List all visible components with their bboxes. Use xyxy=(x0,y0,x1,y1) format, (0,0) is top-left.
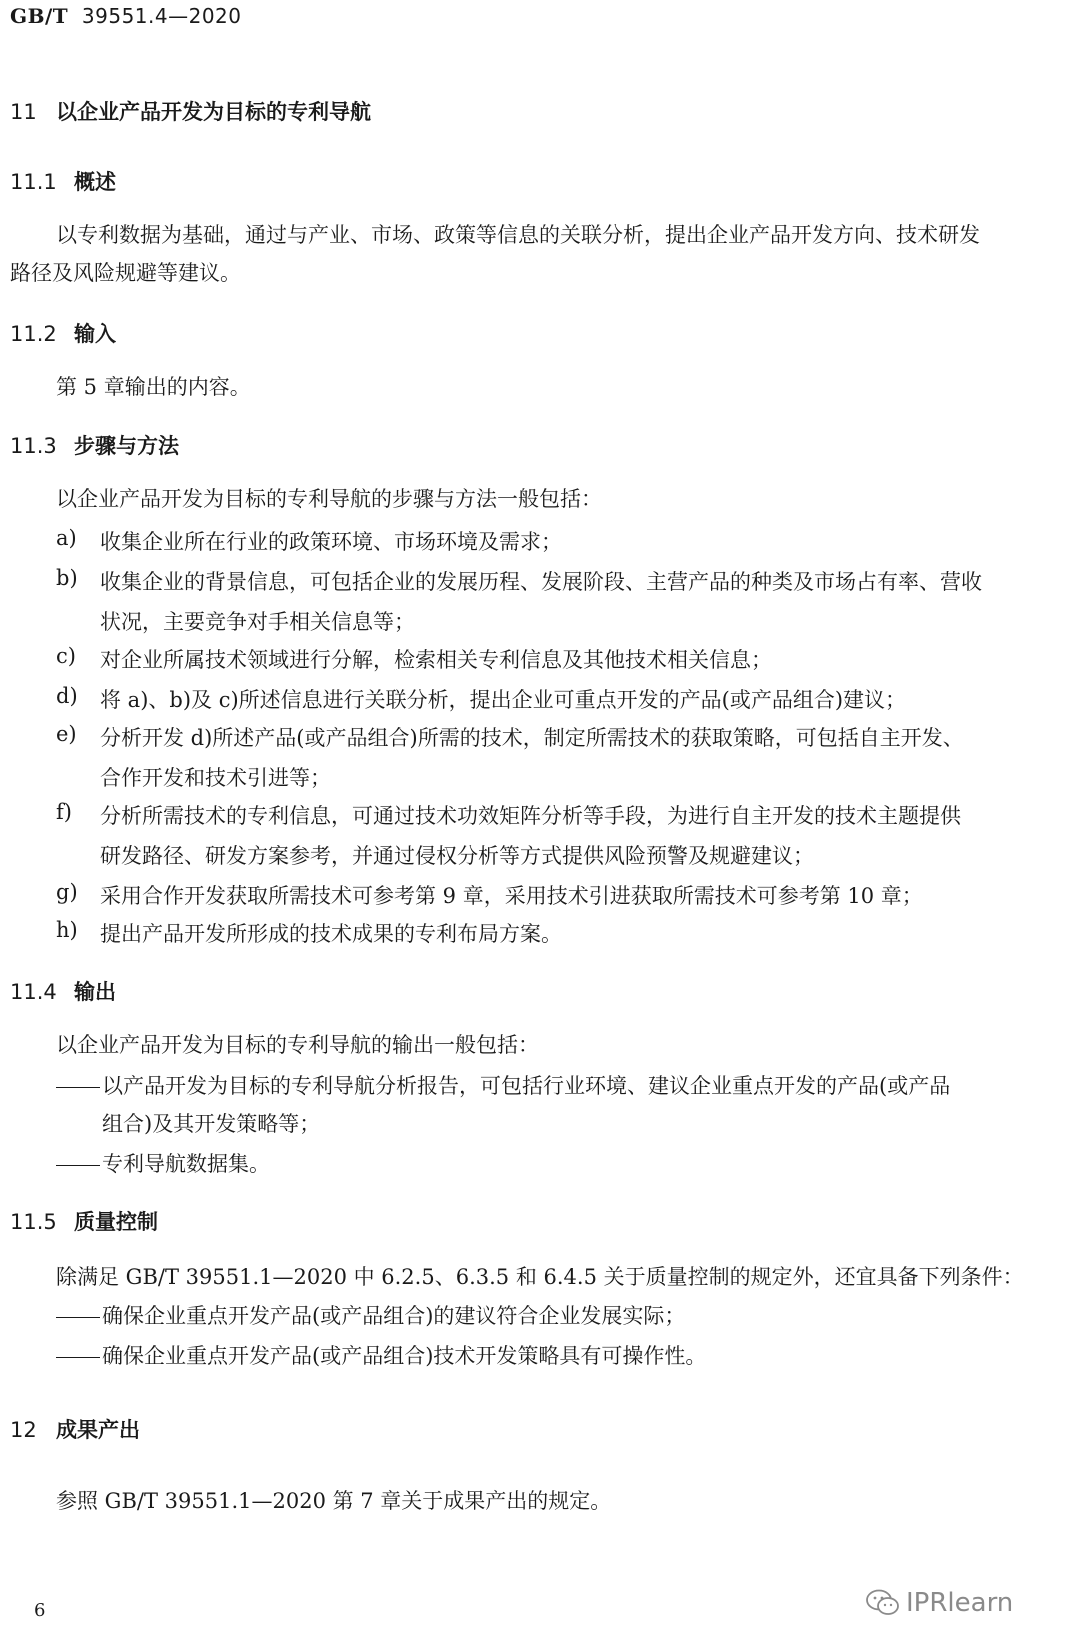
section-11-heading: 11 以企业产品开发为目标的专利导航 xyxy=(10,100,371,124)
paragraph: 以企业产品开发为目标的专利导航的输出一般包括： xyxy=(56,1033,539,1057)
wechat-icon xyxy=(866,1589,900,1617)
watermark: IPRlearn xyxy=(866,1588,1013,1618)
paragraph: 参照 GB/T 39551.1—2020 第 7 章关于成果产出的规定。 xyxy=(56,1489,612,1513)
section-11-5-heading: 11.5 质量控制 xyxy=(10,1210,158,1234)
paragraph: 以专利数据为基础，通过与产业、市场、政策等信息的关联分析，提出企业产品开发方向、技术研发 xyxy=(56,223,980,247)
section-11-2-heading: 11.2 输入 xyxy=(10,322,116,346)
section-11-3-heading: 11.3 步骤与方法 xyxy=(10,434,179,458)
dash-item: 以产品开发为目标的专利导航分析报告，可包括行业环境、建议企业重点开发的产品(或产品 xyxy=(56,1070,950,1100)
paragraph: 除满足 GB/T 39551.1—2020 中 6.2.5、6.3.5 和 6.4.5 关于质量控制的规定外，还宜具备下列条件： xyxy=(56,1265,1024,1289)
dash-item: 确保企业重点开发产品(或产品组合)的建议符合企业发展实际； xyxy=(56,1300,685,1330)
section-12-heading: 12 成果产出 xyxy=(10,1418,140,1442)
section-11-4-heading: 11.4 输出 xyxy=(10,980,116,1004)
standard-code: GB/T 39551.4—2020 xyxy=(10,4,242,28)
dash-mark xyxy=(56,1357,100,1358)
dash-item: 专利导航数据集。 xyxy=(56,1148,270,1178)
dash-item: 确保企业重点开发产品(或产品组合)技术开发策略具有可操作性。 xyxy=(56,1340,706,1370)
page-number: 6 xyxy=(34,1600,46,1621)
section-11-1-heading: 11.1 概述 xyxy=(10,170,116,194)
dash-mark xyxy=(56,1165,100,1166)
paragraph-continued: 路径及风险规避等建议。 xyxy=(10,261,241,285)
dash-mark xyxy=(56,1317,100,1318)
paragraph: 以企业产品开发为目标的专利导航的步骤与方法一般包括： xyxy=(56,487,602,511)
dash-mark xyxy=(56,1087,100,1088)
dash-item-continued: 组合)及其开发策略等； xyxy=(102,1112,321,1136)
paragraph: 第 5 章输出的内容。 xyxy=(56,375,251,399)
document-page: GB/T 39551.4—2020 11 以企业产品开发为目标的专利导航 11.1 概述 以专利数据为基础，通过与产业、市场、政策等信息的关联分析，提出企业产品开发方向、技术研发 路径及风险规避等建议。 11.2 输入 第 5 章输出的内容。 11.3 步骤与方法 以企业产品开发为目标的专利导航的步骤与方法一般包括： a) 收集企业所在行业的政策环境、市场环境及需求； b) 收集企业的背景信息，可包括企业的发展历程、发展阶段、主营产品的种类及市场占有率、营收 状况，主要竞争对手相关信息等； c) 对企业所属技术领域进行分解，检索相关专利信息及其他技术相关信息； d) 将 a)、b)及 c)所述信息进行关联分析，提出企业可重点开发的产品(或产品组合)建议； e) 分析开发 d)所述产品(或产品组合)所需的技术，制定所需技术的获取策略，可包括自主开发、 合作开发和技术引进等； f) 分析所需技术的专利信息，可通过技术功效矩阵分析等手段，为进行自主开发的技术主题提供 研发路径、研发方案参考，并通过侵权分析等方式提供风险预警及规避建议； g) 采用合作开发获取所需技术可参考第 9 章，采用技术引进获取所需技术可参考第 10 章； h) 提出产品开发所形成的技术成果的专利布局方案。 11.4 输出 以企业产品开发为目标的专利导航的输出一般包括： 以产品开发为目标的专利导航分析报告，可包括行业环境、建议企业重点开发的产品(或产品 组合)及其开发策略等； 专利导航数据集。 11.5 质量控制 除满足 GB/T 39551.1—2020 中 6.2.5、6.3.5 和 6.4.5 关于质量控制的规定外，还宜具备下列条件： 确保企业重点开发产品(或产品组合)的建议符合企业发展实际； 确保企业重点开发产品(或产品组合)技术开发策略具有可操作性。 12 成果产出 参照 GB/T 39551.1—2020 第 7 章关于成果产出的规定。 6 IPRlearn xyxy=(0,0,1080,1634)
